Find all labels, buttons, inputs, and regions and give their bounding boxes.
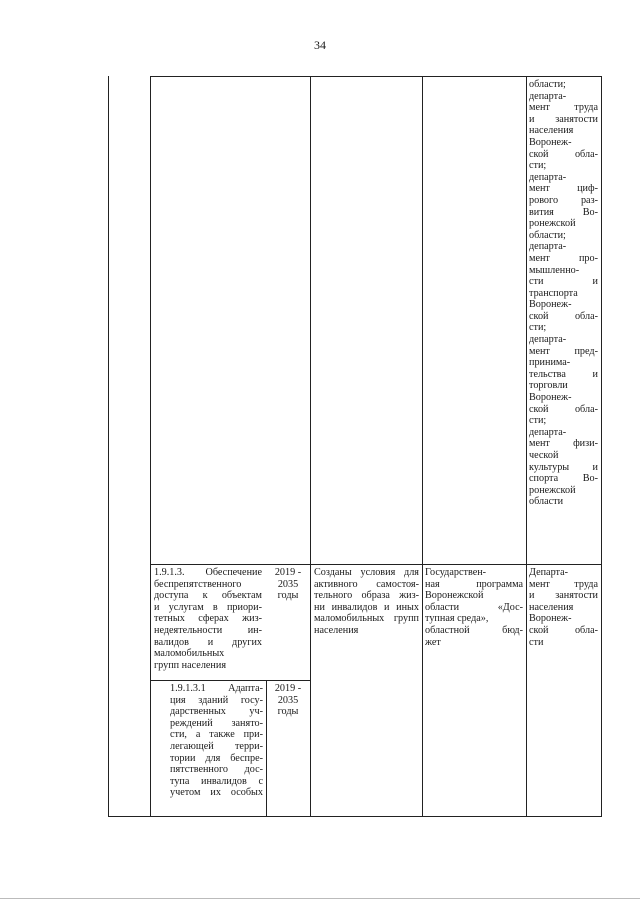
text-line: мышленно-	[529, 264, 580, 276]
text-line: рового раз-	[529, 194, 598, 206]
text-line: сти, а также при-	[170, 729, 263, 741]
text-line: торговли	[529, 380, 568, 392]
text-line: мент труда	[529, 102, 598, 114]
text-line: ской обла-	[529, 310, 598, 322]
text-line: Созданы условия для	[314, 567, 419, 578]
page-number: 34	[314, 38, 326, 52]
text-line: ческой	[529, 450, 559, 461]
text-line: 2035	[277, 578, 299, 590]
page-bottom-rule	[0, 898, 640, 899]
responsible-cell-1913	[529, 567, 598, 648]
text-line: тетных сферах жиз-	[154, 613, 262, 625]
text-line: реждений занято-	[170, 717, 263, 729]
text-line: мент про-	[529, 252, 598, 264]
result-cell-1913	[314, 567, 419, 637]
text-line: групп населения	[154, 659, 227, 671]
text-line: Воронеж-	[529, 613, 572, 625]
text-line: 2035	[277, 694, 299, 706]
table-border-bottom	[108, 816, 602, 817]
text-line: Департа-	[529, 567, 569, 578]
table-border-top	[150, 76, 602, 77]
text-line: ской обла-	[529, 624, 598, 636]
text-line: сти и	[529, 276, 598, 288]
text-line: 2019 -	[274, 683, 302, 694]
text-line: области;	[529, 229, 566, 241]
column-divider	[526, 76, 527, 816]
text-line: области «Дос-	[425, 601, 523, 613]
text-line: и занятости	[529, 590, 598, 602]
text-line: доступа к объектам	[154, 590, 262, 602]
text-line: активного самостоя-	[314, 578, 419, 590]
table-border-left	[108, 76, 109, 816]
text-line: сти;	[529, 415, 547, 427]
text-line: тельства и	[529, 368, 598, 380]
text-line: жет	[425, 636, 441, 648]
row-divider	[150, 680, 310, 681]
text-line: учетом их особых	[170, 787, 263, 799]
responsible-cell-continued	[529, 79, 598, 508]
text-line: Воронеж-	[529, 136, 572, 148]
program-table	[108, 76, 602, 816]
text-line: Воронеж-	[529, 392, 572, 404]
text-line: годы	[277, 590, 299, 602]
text-line: ской обла-	[529, 148, 598, 160]
text-line: департа-	[529, 426, 567, 438]
text-line: департа-	[529, 241, 567, 253]
text-line: 2019 -	[274, 567, 302, 578]
text-line: пятственного дос-	[170, 764, 263, 776]
measure-cell-1913	[154, 567, 262, 671]
text-line: ской обла-	[529, 403, 598, 415]
text-line: ронежской	[529, 484, 576, 496]
text-line: мент труда	[529, 578, 598, 590]
text-line: сти	[529, 636, 544, 648]
text-line: 1.9.1.3. Обеспечение	[154, 567, 262, 578]
text-line: мент пред-	[529, 345, 598, 357]
text-line: маломобильных групп	[314, 613, 419, 625]
text-line: сти;	[529, 322, 547, 334]
text-line: ни инвалидов и иных	[314, 601, 419, 613]
program-cell-1913	[425, 567, 523, 648]
text-line: департа-	[529, 90, 567, 102]
text-line: населения	[314, 624, 359, 636]
text-line: области;	[529, 79, 566, 90]
text-line: ная программа	[425, 578, 523, 590]
text-line: тельного образа жиз-	[314, 590, 419, 602]
text-line: принима-	[529, 357, 571, 369]
text-line: и услугам в приори-	[154, 601, 262, 613]
text-line: беспрепятственного	[154, 578, 242, 590]
text-line: годы	[277, 706, 299, 718]
text-line: тупа инвалидов с	[170, 775, 263, 787]
text-line: спорта Во-	[529, 473, 598, 485]
column-divider	[422, 76, 423, 816]
column-divider	[266, 680, 267, 816]
text-line: области	[529, 496, 564, 508]
text-line: недеятельности ин-	[154, 624, 262, 636]
text-line: областной бюд-	[425, 624, 523, 636]
row-divider	[150, 564, 602, 565]
text-line: сти;	[529, 160, 547, 172]
text-line: населения	[529, 601, 574, 613]
column-divider	[150, 76, 151, 816]
text-line: и занятости	[529, 113, 598, 125]
text-line: департа-	[529, 171, 567, 183]
text-line: тупная среда»,	[425, 613, 489, 625]
text-line: валидов и других	[154, 636, 262, 648]
text-line: дарственных уч-	[170, 706, 263, 718]
text-line: Государствен-	[425, 567, 487, 578]
table-border-right	[601, 76, 602, 816]
text-line: Воронеж-	[529, 299, 572, 311]
period-cell-19131	[268, 683, 308, 718]
period-cell-1913	[268, 567, 308, 602]
text-line: Воронежской	[425, 590, 484, 602]
measure-cell-19131	[170, 683, 263, 799]
text-line: мент физи-	[529, 438, 598, 450]
text-line: департа-	[529, 334, 567, 346]
column-divider	[310, 76, 311, 816]
text-line: вития Во-	[529, 206, 598, 218]
text-line: легающей терри-	[170, 740, 263, 752]
text-line: транспорта	[529, 287, 578, 299]
text-line: 1.9.1.3.1 Адапта-	[170, 683, 263, 694]
text-line: культуры и	[529, 461, 598, 473]
text-line: тории для беспре-	[170, 752, 263, 764]
text-line: мент циф-	[529, 183, 598, 195]
text-line: ронежской	[529, 218, 576, 230]
text-line: маломобильных	[154, 648, 225, 660]
text-line: ция зданий госу-	[170, 694, 263, 706]
text-line: населения	[529, 125, 574, 137]
